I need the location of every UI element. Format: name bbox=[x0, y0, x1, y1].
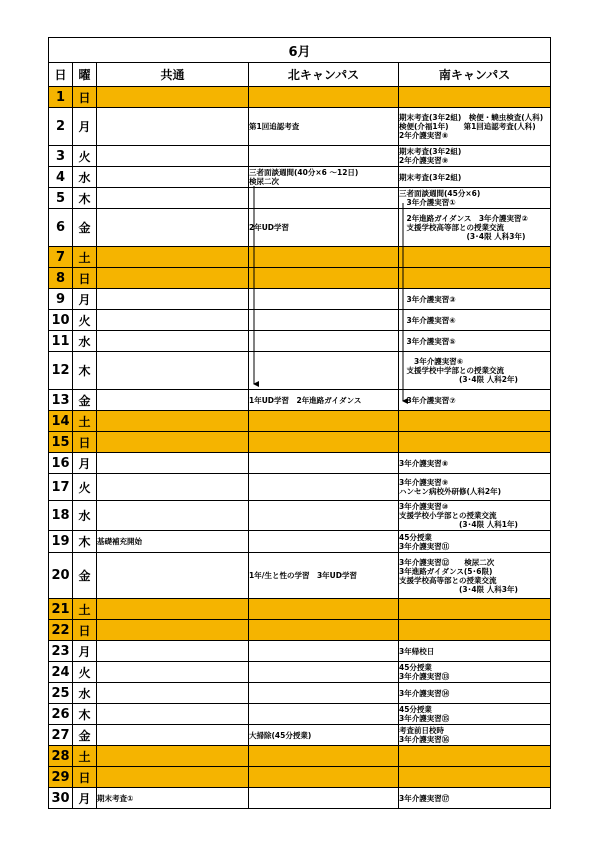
weekday: 土 bbox=[73, 599, 97, 620]
north-campus-event: 2年UD学習 bbox=[249, 209, 399, 247]
day-number: 8 bbox=[49, 268, 73, 289]
header-south-campus: 南キャンパス bbox=[399, 63, 551, 87]
day-number: 5 bbox=[49, 188, 73, 209]
day-row bbox=[49, 310, 551, 331]
south-campus-event: 45分授業 3年介護実習⑪ bbox=[399, 531, 551, 553]
day-number: 10 bbox=[49, 310, 73, 331]
header-row bbox=[49, 63, 551, 87]
day-number: 25 bbox=[49, 683, 73, 704]
day-row bbox=[49, 553, 551, 599]
day-number: 9 bbox=[49, 289, 73, 310]
day-row bbox=[49, 390, 551, 411]
common-event bbox=[97, 268, 249, 289]
schedule-table bbox=[48, 37, 551, 809]
common-event bbox=[97, 474, 249, 501]
north-campus-event bbox=[249, 247, 399, 268]
day-number: 11 bbox=[49, 331, 73, 352]
weekday: 水 bbox=[73, 331, 97, 352]
common-event bbox=[97, 310, 249, 331]
south-campus-event: 3年介護実習⑧ bbox=[399, 453, 551, 474]
day-row bbox=[49, 641, 551, 662]
north-campus-event bbox=[249, 474, 399, 501]
day-number: 24 bbox=[49, 662, 73, 683]
south-campus-event: 3年介護実習⑥ 支援学校中学部との授業交流 (3･4限 人科2年) bbox=[399, 352, 551, 390]
day-row bbox=[49, 767, 551, 788]
common-event bbox=[97, 331, 249, 352]
south-campus-event: 3年介護実習⑨ ハンセン病校外研修(人科2年) bbox=[399, 474, 551, 501]
day-number: 15 bbox=[49, 432, 73, 453]
common-event bbox=[97, 453, 249, 474]
common-event bbox=[97, 167, 249, 188]
south-campus-event: 3年介護実習⑩ 支援学校小学部との授業交流 (3･4限 人科1年) bbox=[399, 501, 551, 531]
south-campus-event: 3年介護実習⑤ bbox=[399, 331, 551, 352]
common-event bbox=[97, 746, 249, 767]
day-number: 13 bbox=[49, 390, 73, 411]
north-campus-event bbox=[249, 268, 399, 289]
common-event bbox=[97, 209, 249, 247]
south-campus-event bbox=[399, 746, 551, 767]
weekday: 木 bbox=[73, 704, 97, 725]
common-event bbox=[97, 767, 249, 788]
day-row bbox=[49, 704, 551, 725]
south-campus-event bbox=[399, 599, 551, 620]
day-row bbox=[49, 146, 551, 167]
weekday: 日 bbox=[73, 620, 97, 641]
south-campus-event bbox=[399, 247, 551, 268]
weekday: 金 bbox=[73, 553, 97, 599]
north-campus-event bbox=[249, 289, 399, 310]
month-title: 6月 bbox=[49, 38, 551, 63]
header-day: 日 bbox=[49, 63, 73, 87]
south-campus-event: 3年介護実習⑫ 検尿二次 3年進路ガイダンス(5･6限) 支援学校高等部との授業交流 (3･4限 人科3年) bbox=[399, 553, 551, 599]
common-event bbox=[97, 704, 249, 725]
day-number: 6 bbox=[49, 209, 73, 247]
weekday: 土 bbox=[73, 746, 97, 767]
south-campus-event: 2年進路ガイダンス 3年介護実習② 支援学校高等部との授業交流 (3･4限 人科3年) bbox=[399, 209, 551, 247]
day-number: 14 bbox=[49, 411, 73, 432]
south-campus-event: 3年介護実習⑦ bbox=[399, 390, 551, 411]
north-campus-event: 1年/生と性の学習 3年UD学習 bbox=[249, 553, 399, 599]
south-campus-event: 3年介護実習④ bbox=[399, 310, 551, 331]
north-campus-event bbox=[249, 683, 399, 704]
north-campus-event bbox=[249, 641, 399, 662]
south-campus-event bbox=[399, 432, 551, 453]
common-event: 期末考査① bbox=[97, 788, 249, 809]
day-number: 16 bbox=[49, 453, 73, 474]
common-event bbox=[97, 146, 249, 167]
day-row bbox=[49, 352, 551, 390]
common-event bbox=[97, 432, 249, 453]
weekday: 金 bbox=[73, 390, 97, 411]
day-number: 26 bbox=[49, 704, 73, 725]
day-number: 27 bbox=[49, 725, 73, 746]
weekday: 水 bbox=[73, 501, 97, 531]
day-number: 20 bbox=[49, 553, 73, 599]
common-event bbox=[97, 247, 249, 268]
north-campus-event bbox=[249, 620, 399, 641]
south-campus-event: 期末考査(3年2組) bbox=[399, 167, 551, 188]
day-row bbox=[49, 209, 551, 247]
weekday: 日 bbox=[73, 268, 97, 289]
weekday: 火 bbox=[73, 146, 97, 167]
weekday: 金 bbox=[73, 209, 97, 247]
day-row bbox=[49, 474, 551, 501]
north-campus-event bbox=[249, 87, 399, 108]
common-event bbox=[97, 641, 249, 662]
day-row bbox=[49, 501, 551, 531]
weekday: 土 bbox=[73, 247, 97, 268]
north-campus-event: 1年UD学習 2年進路ガイダンス bbox=[249, 390, 399, 411]
day-row bbox=[49, 683, 551, 704]
weekday: 土 bbox=[73, 411, 97, 432]
weekday: 木 bbox=[73, 531, 97, 553]
weekday: 木 bbox=[73, 188, 97, 209]
weekday: 日 bbox=[73, 432, 97, 453]
north-campus-event bbox=[249, 432, 399, 453]
day-number: 21 bbox=[49, 599, 73, 620]
day-number: 4 bbox=[49, 167, 73, 188]
north-campus-event bbox=[249, 331, 399, 352]
north-campus-event bbox=[249, 146, 399, 167]
common-event: 基礎補充開始 bbox=[97, 531, 249, 553]
south-campus-event: 期末考査(3年2組) 2年介護実習⑨ bbox=[399, 146, 551, 167]
north-campus-event bbox=[249, 310, 399, 331]
day-number: 30 bbox=[49, 788, 73, 809]
day-row bbox=[49, 599, 551, 620]
day-number: 23 bbox=[49, 641, 73, 662]
south-campus-event bbox=[399, 411, 551, 432]
weekday: 月 bbox=[73, 641, 97, 662]
north-campus-event bbox=[249, 352, 399, 390]
day-number: 12 bbox=[49, 352, 73, 390]
day-number: 28 bbox=[49, 746, 73, 767]
north-campus-event bbox=[249, 411, 399, 432]
day-number: 2 bbox=[49, 108, 73, 146]
south-campus-event bbox=[399, 268, 551, 289]
day-row bbox=[49, 247, 551, 268]
day-row bbox=[49, 289, 551, 310]
day-row bbox=[49, 620, 551, 641]
south-campus-event: 考査前日校時 3年介護実習⑯ bbox=[399, 725, 551, 746]
header-north-campus: 北キャンパス bbox=[249, 63, 399, 87]
north-campus-event bbox=[249, 453, 399, 474]
day-row bbox=[49, 108, 551, 146]
weekday: 水 bbox=[73, 167, 97, 188]
common-event bbox=[97, 553, 249, 599]
weekday: 月 bbox=[73, 108, 97, 146]
day-row bbox=[49, 411, 551, 432]
day-number: 1 bbox=[49, 87, 73, 108]
common-event bbox=[97, 683, 249, 704]
weekday: 木 bbox=[73, 352, 97, 390]
day-row bbox=[49, 662, 551, 683]
day-row bbox=[49, 531, 551, 553]
common-event bbox=[97, 599, 249, 620]
day-number: 17 bbox=[49, 474, 73, 501]
day-row bbox=[49, 331, 551, 352]
common-event bbox=[97, 411, 249, 432]
south-campus-event: 3年介護実習⑭ bbox=[399, 683, 551, 704]
day-number: 19 bbox=[49, 531, 73, 553]
north-campus-event bbox=[249, 767, 399, 788]
common-event bbox=[97, 501, 249, 531]
weekday: 月 bbox=[73, 788, 97, 809]
common-event bbox=[97, 87, 249, 108]
day-number: 18 bbox=[49, 501, 73, 531]
day-row bbox=[49, 167, 551, 188]
south-campus-event: 3年介護実習③ bbox=[399, 289, 551, 310]
day-row bbox=[49, 188, 551, 209]
day-row bbox=[49, 268, 551, 289]
day-number: 22 bbox=[49, 620, 73, 641]
day-row bbox=[49, 788, 551, 809]
common-event bbox=[97, 390, 249, 411]
south-campus-event: 45分授業 3年介護実習⑮ bbox=[399, 704, 551, 725]
weekday: 日 bbox=[73, 87, 97, 108]
south-campus-event: 45分授業 3年介護実習⑬ bbox=[399, 662, 551, 683]
north-campus-event: 大掃除(45分授業) bbox=[249, 725, 399, 746]
south-campus-event bbox=[399, 767, 551, 788]
north-campus-event bbox=[249, 188, 399, 209]
north-campus-event bbox=[249, 788, 399, 809]
weekday: 日 bbox=[73, 767, 97, 788]
common-event bbox=[97, 620, 249, 641]
day-row bbox=[49, 432, 551, 453]
day-number: 29 bbox=[49, 767, 73, 788]
common-event bbox=[97, 289, 249, 310]
day-row bbox=[49, 87, 551, 108]
common-event bbox=[97, 662, 249, 683]
weekday: 月 bbox=[73, 453, 97, 474]
weekday: 金 bbox=[73, 725, 97, 746]
day-row bbox=[49, 746, 551, 767]
weekday: 火 bbox=[73, 662, 97, 683]
common-event bbox=[97, 188, 249, 209]
header-common: 共通 bbox=[97, 63, 249, 87]
north-campus-event: 三者面談週間(40分×6 ～12日) 検尿二次 bbox=[249, 167, 399, 188]
common-event bbox=[97, 725, 249, 746]
day-number: 7 bbox=[49, 247, 73, 268]
south-campus-event bbox=[399, 87, 551, 108]
weekday: 月 bbox=[73, 289, 97, 310]
north-campus-event bbox=[249, 704, 399, 725]
north-campus-event bbox=[249, 501, 399, 531]
common-event bbox=[97, 108, 249, 146]
north-campus-event bbox=[249, 599, 399, 620]
south-campus-event: 3年介護実習⑰ bbox=[399, 788, 551, 809]
day-row bbox=[49, 725, 551, 746]
south-campus-event: 三者面談週間(45分×6) 3年介護実習① bbox=[399, 188, 551, 209]
south-campus-event: 期末考査(3年2組) 検便・蟯虫検査(人科) 検便(介福1年) 第1回追認考査(人科) 2年介護実習⑧ bbox=[399, 108, 551, 146]
day-number: 3 bbox=[49, 146, 73, 167]
north-campus-event bbox=[249, 746, 399, 767]
north-campus-event bbox=[249, 531, 399, 553]
weekday: 火 bbox=[73, 474, 97, 501]
header-weekday: 曜 bbox=[73, 63, 97, 87]
north-campus-event bbox=[249, 662, 399, 683]
north-campus-event: 第1回追認考査 bbox=[249, 108, 399, 146]
common-event bbox=[97, 352, 249, 390]
south-campus-event: 3年帰校日 bbox=[399, 641, 551, 662]
weekday: 水 bbox=[73, 683, 97, 704]
south-campus-event bbox=[399, 620, 551, 641]
weekday: 火 bbox=[73, 310, 97, 331]
day-row bbox=[49, 453, 551, 474]
